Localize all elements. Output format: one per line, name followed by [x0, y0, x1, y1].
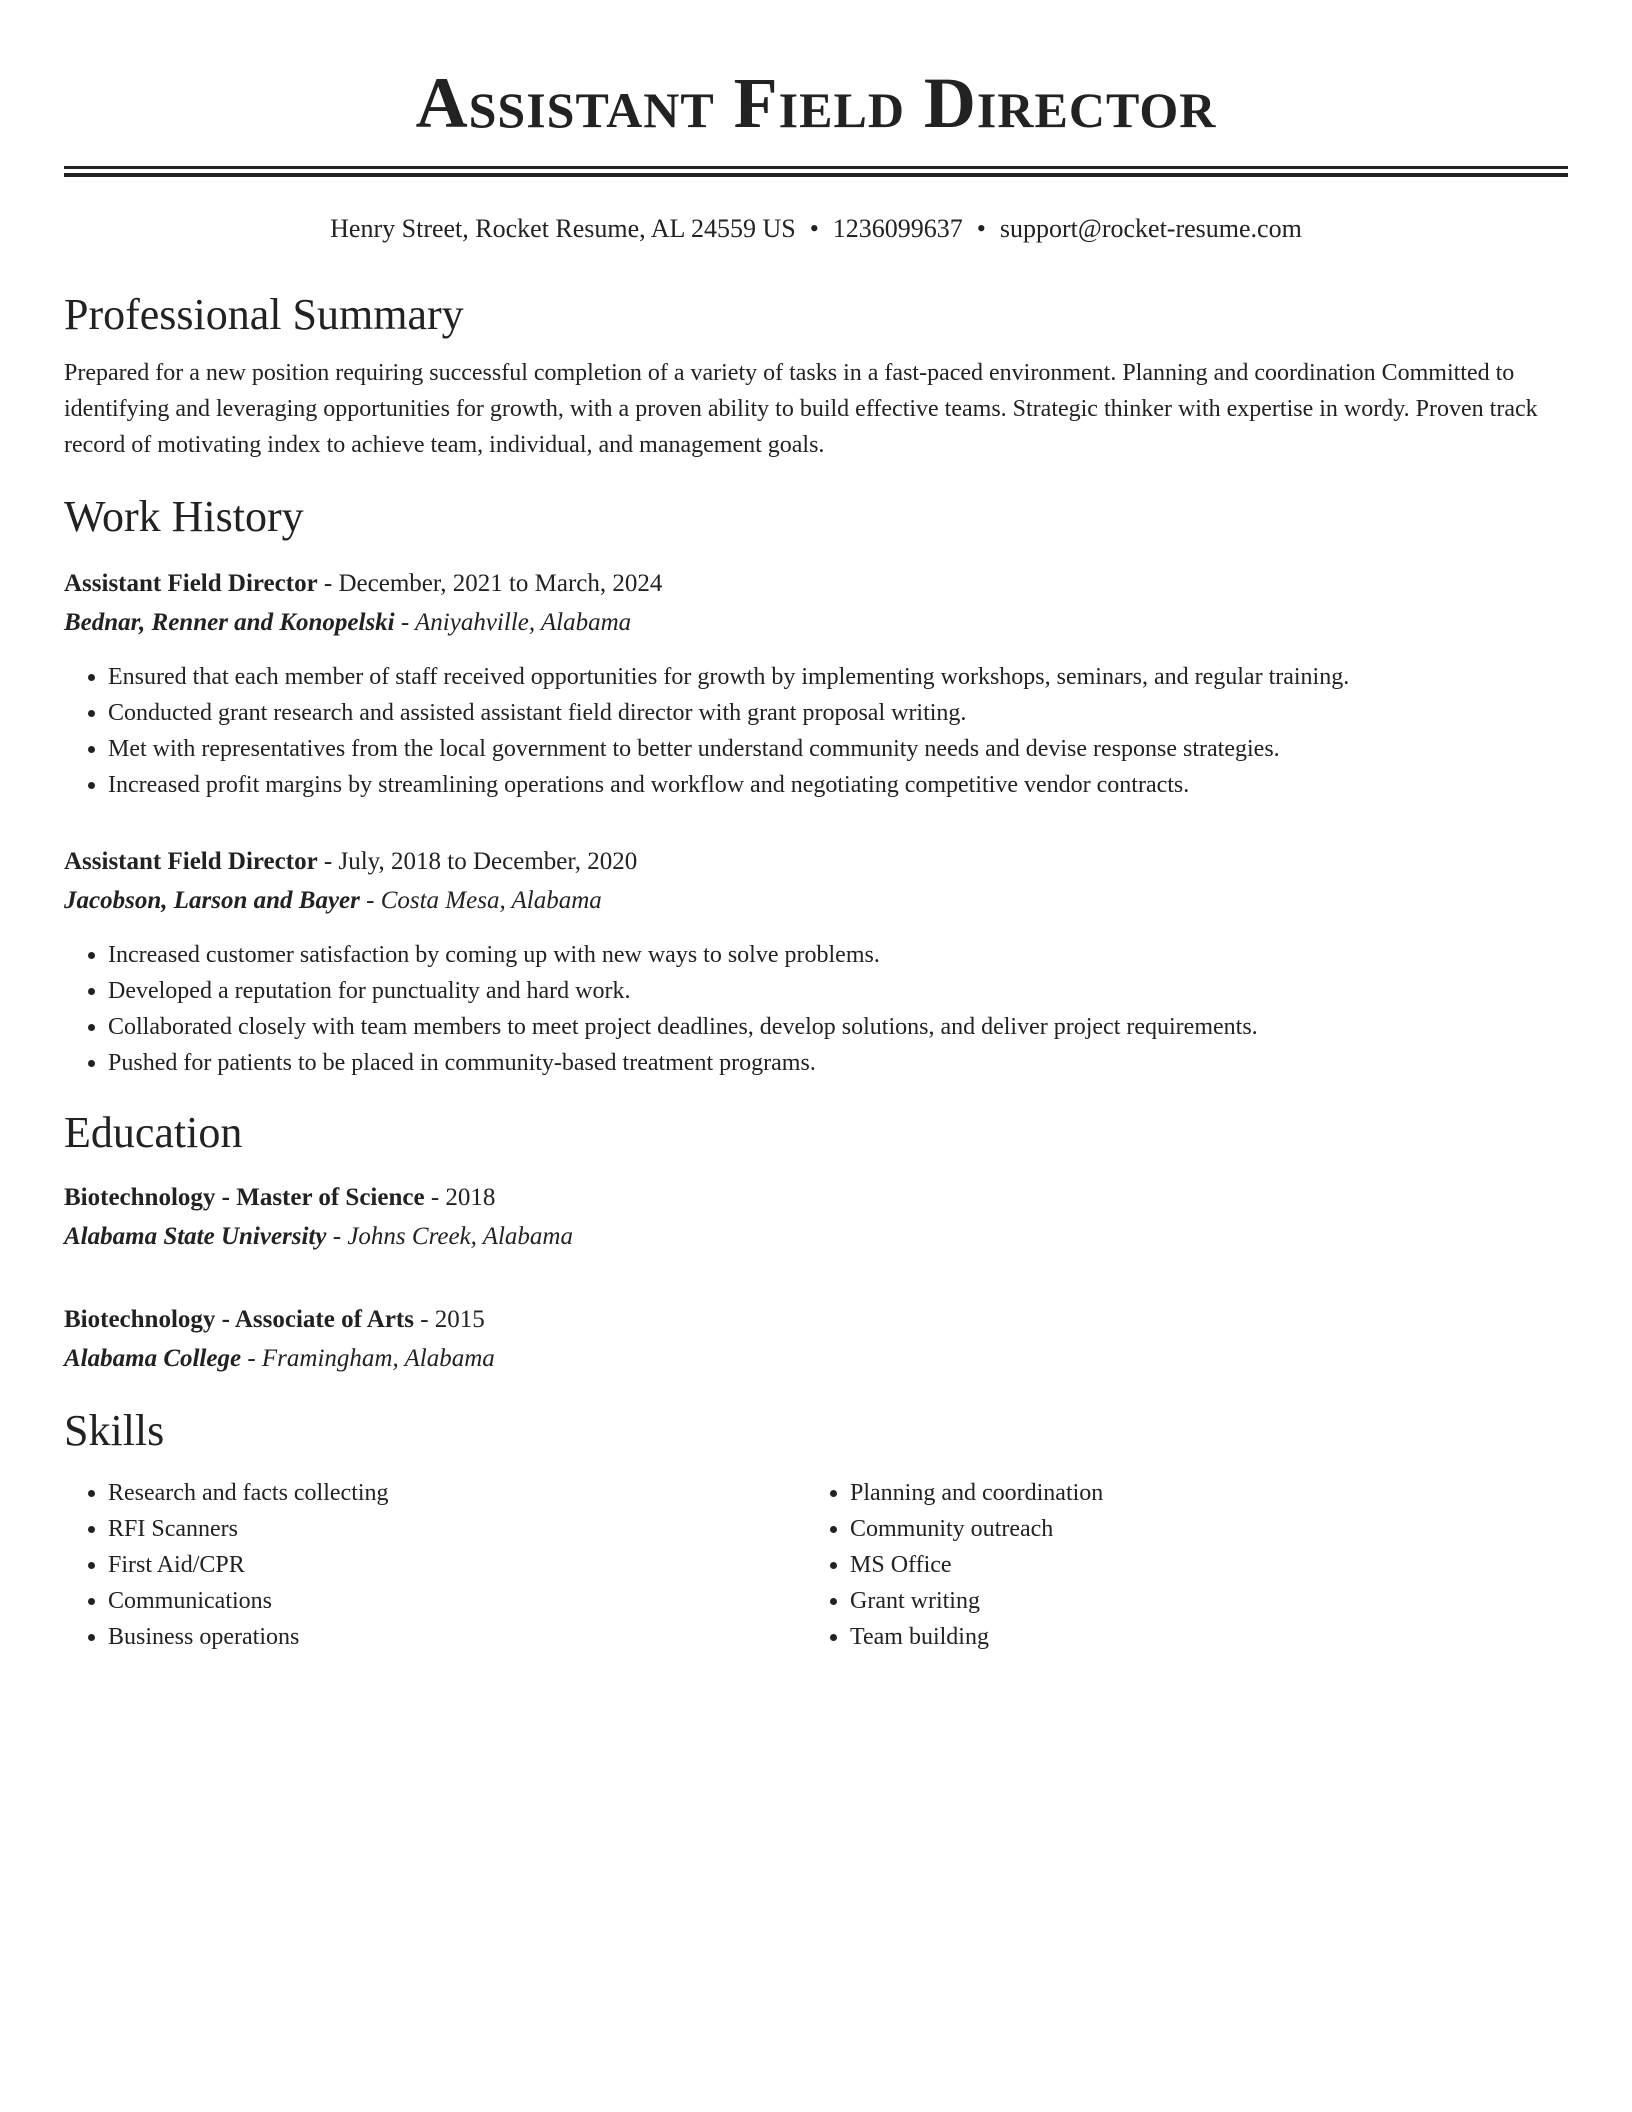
skill-item: • Research and facts collecting: [108, 1475, 806, 1511]
work-history-heading: Work History: [64, 492, 304, 541]
skill-item: • Communications: [108, 1583, 806, 1619]
degree-line: [64, 1179, 1568, 1217]
skill-item: • MS Office: [850, 1547, 1548, 1583]
job-dates: - July, 2018 to December, 2020: [317, 848, 638, 875]
school-location: - Johns Creek, Alabama: [326, 1223, 573, 1250]
degree-year: - 2018: [424, 1184, 496, 1211]
job-company-line: [64, 603, 1568, 643]
contact-separator: •: [976, 214, 986, 243]
school-name: Alabama State University: [64, 1223, 327, 1250]
job-bullet: • Collaborated closely with team members to meet project deadlines, develop solutions, and deliver project requirements.: [108, 1009, 1568, 1045]
job-location: - Costa Mesa, Alabama: [359, 887, 602, 914]
degree-name: Biotechnology - Associate of Arts: [64, 1306, 414, 1333]
job-bullet: • Ensured that each member of staff received opportunities for growth by implementing workshops, seminars, and regular training.: [108, 659, 1568, 695]
degree-year: - 2015: [413, 1306, 485, 1333]
skills-column-right: [806, 1475, 1548, 1655]
skill-item: • First Aid/CPR: [108, 1547, 806, 1583]
skills-heading: Skills: [64, 1406, 165, 1455]
contact-phone: 1236099637: [832, 214, 963, 243]
skills-grid: [64, 1475, 1568, 1655]
job-title-line: [64, 843, 1568, 881]
skill-item: • Community outreach: [850, 1511, 1548, 1547]
skill-item: • Planning and coordination: [850, 1475, 1548, 1511]
job-company-line: [64, 881, 1568, 921]
job-bullets: [64, 659, 1568, 803]
contact-address: Henry Street, Rocket Resume, AL 24559 US: [330, 214, 796, 243]
skill-item: • Grant writing: [850, 1583, 1548, 1619]
contact-line: [64, 211, 1568, 247]
job-title: Assistant Field Director: [64, 848, 318, 875]
school-line: [64, 1339, 1568, 1379]
skill-item: • RFI Scanners: [108, 1511, 806, 1547]
job-entry: [64, 565, 1568, 803]
job-company: Bednar, Renner and Konopelski: [64, 609, 395, 636]
job-bullet: • Increased customer satisfaction by coming up with new ways to solve problems.: [108, 937, 1568, 973]
skill-item: • Business operations: [108, 1619, 806, 1655]
job-bullet: • Increased profit margins by streamlining operations and workflow and negotiating competitive vendor contracts.: [108, 767, 1568, 803]
skill-item: • Team building: [850, 1619, 1548, 1655]
job-dates: - December, 2021 to March, 2024: [317, 570, 663, 597]
job-bullet: • Developed a reputation for punctuality and hard work.: [108, 973, 1568, 1009]
school-name: Alabama College: [64, 1345, 242, 1372]
job-bullet: • Pushed for patients to be placed in community-based treatment programs.: [108, 1045, 1568, 1081]
resume-title: Assistant Field Director: [415, 63, 1217, 143]
job-location: - Aniyahville, Alabama: [394, 609, 632, 636]
school-location: - Framingham, Alabama: [241, 1345, 495, 1372]
title-divider: [64, 166, 1568, 177]
job-title: Assistant Field Director: [64, 570, 318, 597]
skills-column-left: [64, 1475, 806, 1655]
education-heading: Education: [64, 1108, 243, 1157]
education-entry: [64, 1179, 1568, 1257]
education-entry: [64, 1301, 1568, 1379]
summary-heading: Professional Summary: [64, 290, 464, 339]
job-bullet: • Met with representatives from the local government to better understand community needs and devise response strategies.: [108, 731, 1568, 767]
summary-text: Prepared for a new position requiring successful completion of a variety of tasks in a fast-paced environment. Planning and coordination Committed to identifying and leveraging opportunities for growth, with a proven ability to build effective teams. Strategic thinker with expertise in wordy. Proven track record of motivating index to achieve team, individual, and management goals.: [64, 360, 1538, 458]
contact-email[interactable]: support@rocket-resume.com: [999, 214, 1302, 243]
job-company: Jacobson, Larson and Bayer: [64, 887, 360, 914]
school-line: [64, 1217, 1568, 1257]
degree-name: Biotechnology - Master of Science: [64, 1184, 425, 1211]
job-bullets: [64, 937, 1568, 1081]
job-entry: [64, 843, 1568, 1081]
job-bullet: • Conducted grant research and assisted assistant field director with grant proposal writing.: [108, 695, 1568, 731]
job-title-line: [64, 565, 1568, 603]
contact-separator: •: [809, 214, 819, 243]
degree-line: [64, 1301, 1568, 1339]
